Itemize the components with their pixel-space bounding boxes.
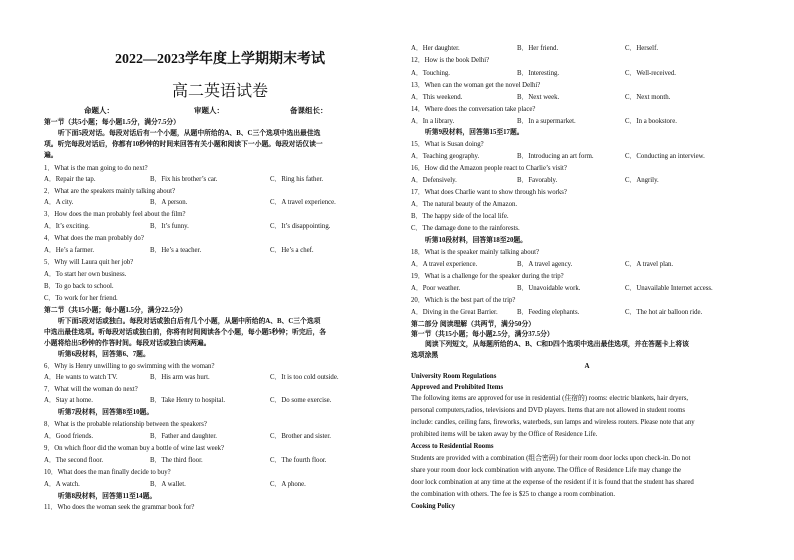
option-b: B．It’s funny. [150, 223, 189, 230]
question: 20．Which is the best part of the trip? [411, 297, 516, 304]
option-a: A．A travel experience. [411, 261, 478, 268]
option-c: C．In a bookstore. [625, 118, 677, 125]
question: 12．How is the book Delhi? [411, 57, 490, 64]
option-c: C．It’s disappointing. [270, 223, 331, 230]
leader-label: 备课组长： [290, 106, 328, 115]
question: 15．What is Susan doing? [411, 141, 484, 148]
question: 11．Who does the woman seek the grammar book for? [44, 504, 195, 511]
option-b: B．A wallet. [150, 481, 186, 488]
question: 18．What is the speaker mainly talking about? [411, 249, 539, 256]
material-note: 听第7段材料，回答第8至10题。 [58, 409, 154, 416]
option-c: C．Brother and sister. [270, 433, 331, 440]
option-b: B．Interesting. [517, 70, 560, 77]
option-b: B．Fix his brother’s car. [150, 176, 218, 183]
option-a: A．Repair the tap. [44, 176, 96, 183]
material-note: 听第10段材料，回答第18至20题。 [425, 237, 527, 244]
question: 19．What is a challenge for the speaker during the trip? [411, 273, 564, 280]
section1-instruction: 遍。 [44, 152, 58, 159]
question: 17．What does Charlie want to show through his works? [411, 189, 567, 196]
passage-title: University Room Regulations [411, 373, 497, 380]
question: 6．Why is Henry unwilling to go swimming with the woman? [44, 363, 215, 370]
section1-instruction: 听下面5段对话。每段对话后有一个小题，从题中所给的A、B、C三个选项中选出最佳选 [58, 130, 321, 137]
option-c: C．Do some exercise. [270, 397, 332, 404]
reviewer-label: 审题人： [194, 106, 224, 115]
option-a: A．It’s exciting. [44, 223, 90, 230]
passage-subheading: Access to Residential Rooms [411, 443, 494, 450]
option-c: C．To work for her friend. [44, 295, 118, 302]
exam-title: 2022—2023学年度上学期期末考试 [115, 52, 325, 67]
option-c: C．The hot air balloon ride. [625, 309, 703, 316]
question: 9．On which floor did the woman buy a bottle of wine last week? [44, 445, 225, 452]
option-b: B．In a supermarket. [517, 118, 576, 125]
option-a: A．Poor weather. [411, 285, 461, 292]
question: 8．What is the probable relationship between the speakers? [44, 421, 207, 428]
section1-heading: 第一节（共5小题；每小题1.5分，满分7.5分） [44, 119, 180, 126]
passage-subheading: Cooking Policy [411, 503, 455, 510]
option-c: C．Conducting an interview. [625, 153, 705, 160]
passage-line: share your room door lock combination with anyone. The Office of Residence Life may change the [411, 467, 682, 474]
option-a: A．Good friends. [44, 433, 94, 440]
option-a: A．Stay at home. [44, 397, 93, 404]
passage-label: A [584, 362, 590, 370]
option-a: A．Diving in the Great Barrier. [411, 309, 498, 316]
part2-instruction: 阅读下列短文，从每题所给的A、B、C和D四个选项中选出最佳选项，并在答题卡上将该 [425, 341, 689, 348]
question: 3．How does the man probably feel about the film? [44, 211, 186, 218]
material-note: 听第6段材料，回答第6、7题。 [58, 351, 150, 358]
option-a: A．A watch. [44, 481, 80, 488]
option-b: B．Unavoidable work. [517, 285, 581, 292]
passage-line: personal computers,radios, televisions and DVD players. Items that are not allowed in student rooms [411, 407, 686, 414]
option-c: C．Ring his father. [270, 176, 324, 183]
passage-subheading: Approved and Prohibited Items [411, 384, 504, 391]
option-c: C．A travel experience. [270, 199, 336, 206]
proposer-label: 命题人： [84, 106, 114, 115]
question: 1．What is the man going to do next? [44, 165, 148, 172]
section2-instruction: 中选出最佳选项。听每段对话或独白前，你将有时间阅读各个小题，每小题5秒钟；听完后，各 [44, 329, 327, 336]
option-a: A．To start her own business. [44, 271, 127, 278]
option-a: A．A city. [44, 199, 74, 206]
option-a: A．Teaching geography. [411, 153, 480, 160]
option-c: C．He’s a chef. [270, 247, 314, 254]
option-a: A．He wants to watch TV. [44, 374, 118, 381]
option-b: B．A travel agency. [517, 261, 573, 268]
part2-instruction: 选项涂黑 [411, 352, 439, 359]
option-c: C．The fourth floor. [270, 457, 327, 464]
passage-line: include: candles, ceiling fans, fireworks, waterbeds, sun lamps and wireless routers. Please note that any [411, 419, 695, 426]
section2-instruction: 听下面5段对话或独白。每段对话或独白后有几个小题，从题中所给的A、B、C三个选项 [58, 318, 321, 325]
question: 10．What does the man finally decide to buy? [44, 469, 171, 476]
question: 7．What will the woman do next? [44, 386, 138, 393]
section2-heading: 第二节（共15小题；每小题1.5分，满分22.5分） [44, 307, 187, 314]
option-b: B．He’s a teacher. [150, 247, 202, 254]
option-b: B．The happy side of the local life. [411, 213, 509, 220]
passage-line: Students are provided with a combination (组合密码) for their room door locks upon check-in. Do not [411, 455, 691, 462]
question: 14．Where does the conversation take place? [411, 106, 536, 113]
question: 16．How did the Amazon people react to Charlie’s visit? [411, 165, 567, 172]
part2-heading: 第二部分 阅读理解（共两节，满分50分） [411, 321, 536, 328]
option-c: C．Unavailable Internet access. [625, 285, 713, 292]
question: 4．What does the man probably do? [44, 235, 144, 242]
option-a: A．He’s a farmer. [44, 247, 95, 254]
material-note: 听第9段材料，回答第15至17题。 [425, 129, 524, 136]
section1-instruction: 项。听完每段对话后，你都有10秒钟的时间来回答有关小题和阅读下一小题。每段对话仅读一 [44, 141, 323, 148]
subject-title: 高二英语试卷 [171, 83, 268, 100]
section2-instruction: 小题将给出5秒钟的作答时间。每段对话或独白读两遍。 [44, 340, 211, 347]
option-b: B．A person. [150, 199, 188, 206]
option-b: B．The third floor. [150, 457, 203, 464]
question: 5．Why will Laura quit her job? [44, 259, 134, 266]
option-c: C．The damage done to the rainforests. [411, 225, 520, 232]
option-b: B．Introducing an art form. [517, 153, 594, 160]
option-b: B．To go back to school. [44, 283, 114, 290]
passage-line: door lock combination at any time at the expense of the resident if it is found that the student has shared [411, 479, 694, 486]
material-note: 听第8段材料，回答第11至14题。 [58, 493, 157, 500]
option-a: A．The second floor. [44, 457, 104, 464]
passage-line: the combination with others. The fee is $25 to change a room combination. [411, 491, 616, 498]
option-b: B．His arm was hurt. [150, 374, 210, 381]
passage-line: prohibited items will be taken away by the Office of Residence Life. [411, 431, 598, 438]
option-c: C．A phone. [270, 481, 306, 488]
question: 2．What are the speakers mainly talking about? [44, 188, 175, 195]
option-c: C．Angrily. [625, 177, 659, 184]
option-b: B．Her friend. [517, 45, 559, 52]
option-b: B．Next week. [517, 94, 560, 101]
option-b: B．Feeding elephants. [517, 309, 580, 316]
option-a: A．The natural beauty of the Amazon. [411, 201, 518, 208]
option-c: C．Herself. [625, 45, 659, 52]
option-c: C．A travel plan. [625, 261, 674, 268]
option-b: B．Father and daughter. [150, 433, 218, 440]
option-c: C．Well-received. [625, 70, 676, 77]
option-c: C．Next month. [625, 94, 671, 101]
part2-section1-heading: 第一节（共15小题；每小题2.5分，满分37.5分） [411, 331, 554, 338]
option-c: C．It is too cold outside. [270, 374, 339, 381]
question: 13．When can the woman get the novel Delhi? [411, 82, 541, 89]
option-b: B．Take Henry to hospital. [150, 397, 226, 404]
passage-line: The following items are approved for use in residential (住宿的) rooms: electric blankets, hair dryers, [411, 395, 689, 402]
option-a: A．In a library. [411, 118, 455, 125]
option-b: B．Favorably. [517, 177, 558, 184]
option-a: A．This weekend. [411, 94, 463, 101]
option-a: A．Defensively. [411, 177, 457, 184]
option-a: A．Her daughter. [411, 45, 460, 52]
option-a: A．Touching. [411, 70, 450, 77]
